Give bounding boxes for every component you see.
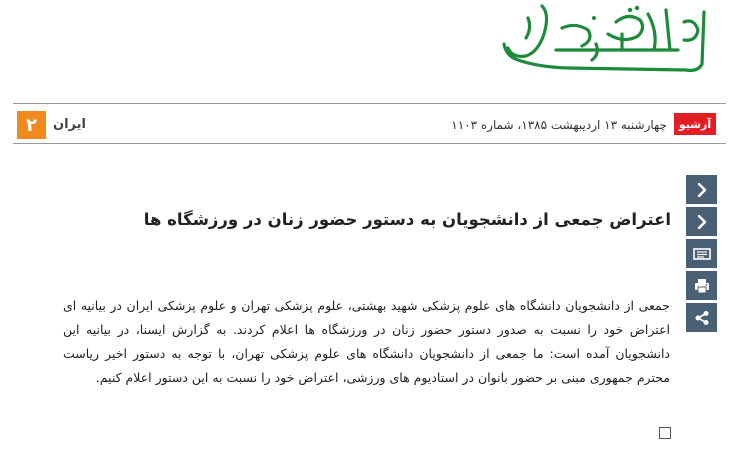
chevron-right-icon <box>696 183 708 197</box>
article-toolbar <box>686 175 717 335</box>
print-button[interactable] <box>686 271 717 300</box>
article-body <box>63 294 670 390</box>
header-bottom-rule <box>13 143 726 144</box>
article-paragraph: جمعی از دانشجویان دانشگاه های علوم پزشکی شهید بهشتی، علوم پزشکی تهران و علوم پزشکی ایران در بیانیه ای اعتراض خود را نسبت به صدور دستور حضور زنان در ورزشگاه ها اعلام کردند. به گزارش ایسنا، در بیانیه این دانشجویان آمده است: ما جمعی از دانشجویان دانشگاه های علوم پزشکی تهران، با توجه به دستور اخیر ریاست محترم جمهوری مبنی بر حضور بانوان در استادیوم های ورزشی، اعتراض خود را نسبت به این دستور اعلام کنیم. <box>63 298 670 385</box>
checkbox[interactable] <box>659 427 671 439</box>
reader-icon <box>693 247 711 261</box>
previous-button[interactable] <box>686 207 717 236</box>
article-headline: اعتراض جمعی از دانشجویان به دستور حضور زنان در ورزشگاه ها <box>143 210 671 229</box>
print-icon <box>694 278 710 294</box>
section-number-badge[interactable]: ۲ <box>17 111 46 139</box>
header-top-rule <box>13 103 726 104</box>
archive-button[interactable]: آرشیو <box>674 113 716 135</box>
etemad-logo[interactable] <box>498 4 712 76</box>
reader-mode-button[interactable] <box>686 239 717 268</box>
next-button[interactable] <box>686 175 717 204</box>
chevron-right-icon <box>696 215 708 229</box>
share-button[interactable] <box>686 303 717 332</box>
section-label[interactable]: ایران <box>53 117 86 132</box>
share-icon <box>694 310 710 326</box>
issue-date: چهارشنبه ۱۳ اردیبهشت ۱۳۸۵، شماره ۱۱۰۳ <box>451 118 667 132</box>
